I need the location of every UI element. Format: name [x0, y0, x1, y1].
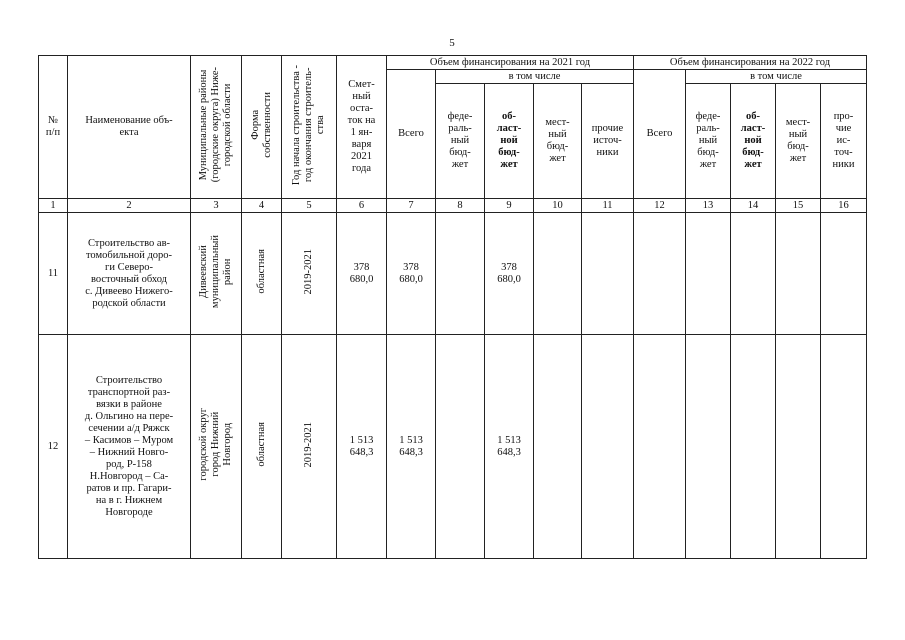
row-regional-2022	[731, 335, 776, 559]
header-other-2022: про- чие ис- точ- ники	[821, 84, 867, 199]
row-ownership-text: областная	[255, 249, 267, 294]
header-total-2022: Всего	[634, 70, 686, 199]
row-district-text: городской округ город Нижний Новгород	[198, 408, 233, 481]
col-number: 10	[534, 199, 582, 213]
row-federal-2021	[436, 335, 485, 559]
header-years-text: Год начала строительства - год окончания строитель- ства	[291, 64, 326, 186]
header-incl-2021: в том числе	[436, 70, 634, 84]
row-local-2022	[776, 213, 821, 335]
financing-table	[38, 55, 867, 559]
row-num: 12	[39, 335, 68, 559]
col-number: 5	[282, 199, 337, 213]
header-ownership-text: Форма собственности	[249, 92, 273, 158]
row-years-text: 2019-2021	[303, 421, 314, 468]
row-total-2022	[634, 335, 686, 559]
row-district-text: Дивеевский муниципальный район	[198, 234, 233, 309]
row-ownership	[242, 335, 282, 559]
col-number: 2	[68, 199, 191, 213]
page-number: 5	[449, 37, 455, 49]
col-number: 1	[39, 199, 68, 213]
row-federal-2022	[686, 213, 731, 335]
row-balance: 378 680,0	[337, 213, 387, 335]
header-district-text: Муниципальные районы (городские округа) Ниже- городской области	[198, 67, 233, 183]
row-regional-2022	[731, 213, 776, 335]
row-district	[191, 213, 242, 335]
header-district	[191, 56, 242, 199]
header-num: № п/п	[39, 56, 68, 199]
col-number: 4	[242, 199, 282, 213]
row-district	[191, 335, 242, 559]
row-other-2021	[582, 335, 634, 559]
row-local-2021	[534, 335, 582, 559]
row-other-2022	[821, 335, 867, 559]
col-number: 13	[686, 199, 731, 213]
col-number: 12	[634, 199, 686, 213]
row-name: Строительство ав- томобильной доро- ги Северо- восточный обход с. Дивеево Нижего- родской области	[68, 213, 191, 335]
row-regional-2021: 378 680,0	[485, 213, 534, 335]
row-ownership	[242, 213, 282, 335]
header-name: Наименование объ- екта	[68, 56, 191, 199]
row-federal-2021	[436, 213, 485, 335]
table-row	[39, 335, 867, 559]
header-fin-2021: Объем финансирования на 2021 год	[387, 56, 634, 70]
row-total-2021: 378 680,0	[387, 213, 436, 335]
header-other-2021: прочие источ- ники	[582, 84, 634, 199]
row-total-2021: 1 513 648,3	[387, 335, 436, 559]
col-number: 6	[337, 199, 387, 213]
col-number: 9	[485, 199, 534, 213]
col-number: 16	[821, 199, 867, 213]
col-number: 11	[582, 199, 634, 213]
header-federal-2022: феде- раль- ный бюд- жет	[686, 84, 731, 199]
row-years	[282, 213, 337, 335]
row-balance: 1 513 648,3	[337, 335, 387, 559]
row-regional-2021: 1 513 648,3	[485, 335, 534, 559]
header-local-2021: мест- ный бюд- жет	[534, 84, 582, 199]
header-fin-2022: Объем финансирования на 2022 год	[634, 56, 867, 70]
header-regional-2021: об- ласт- ной бюд- жет	[485, 84, 534, 199]
col-number: 7	[387, 199, 436, 213]
row-other-2022	[821, 213, 867, 335]
header-regional-2022: об- ласт- ной бюд- жет	[731, 84, 776, 199]
header-local-2022: мест- ный бюд- жет	[776, 84, 821, 199]
header-federal-2021: феде- раль- ный бюд- жет	[436, 84, 485, 199]
col-number: 8	[436, 199, 485, 213]
row-years-text: 2019-2021	[303, 248, 314, 295]
header-total-2021: Всего	[387, 70, 436, 199]
row-federal-2022	[686, 335, 731, 559]
row-other-2021	[582, 213, 634, 335]
header-incl-2022: в том числе	[686, 70, 867, 84]
row-local-2022	[776, 335, 821, 559]
row-years	[282, 335, 337, 559]
col-number: 3	[191, 199, 242, 213]
row-num: 11	[39, 213, 68, 335]
col-number: 15	[776, 199, 821, 213]
col-number: 14	[731, 199, 776, 213]
header-balance: Смет- ный оста- ток на 1 ян- варя 2021 года	[337, 56, 387, 199]
table-row	[39, 213, 867, 335]
header-ownership	[242, 56, 282, 199]
row-name: Строительство транспортной раз- вязки в районе д. Ольгино на пере- сечении а/д Ряжск – Касимов – Муром – Нижний Новго- род, Р-158 Н.Новгород – Са- ратов и пр. Гагари- на в г. Нижнем Новгороде	[68, 335, 191, 559]
row-ownership-text: областная	[255, 422, 267, 467]
row-total-2022	[634, 213, 686, 335]
header-years	[282, 56, 337, 199]
row-local-2021	[534, 213, 582, 335]
